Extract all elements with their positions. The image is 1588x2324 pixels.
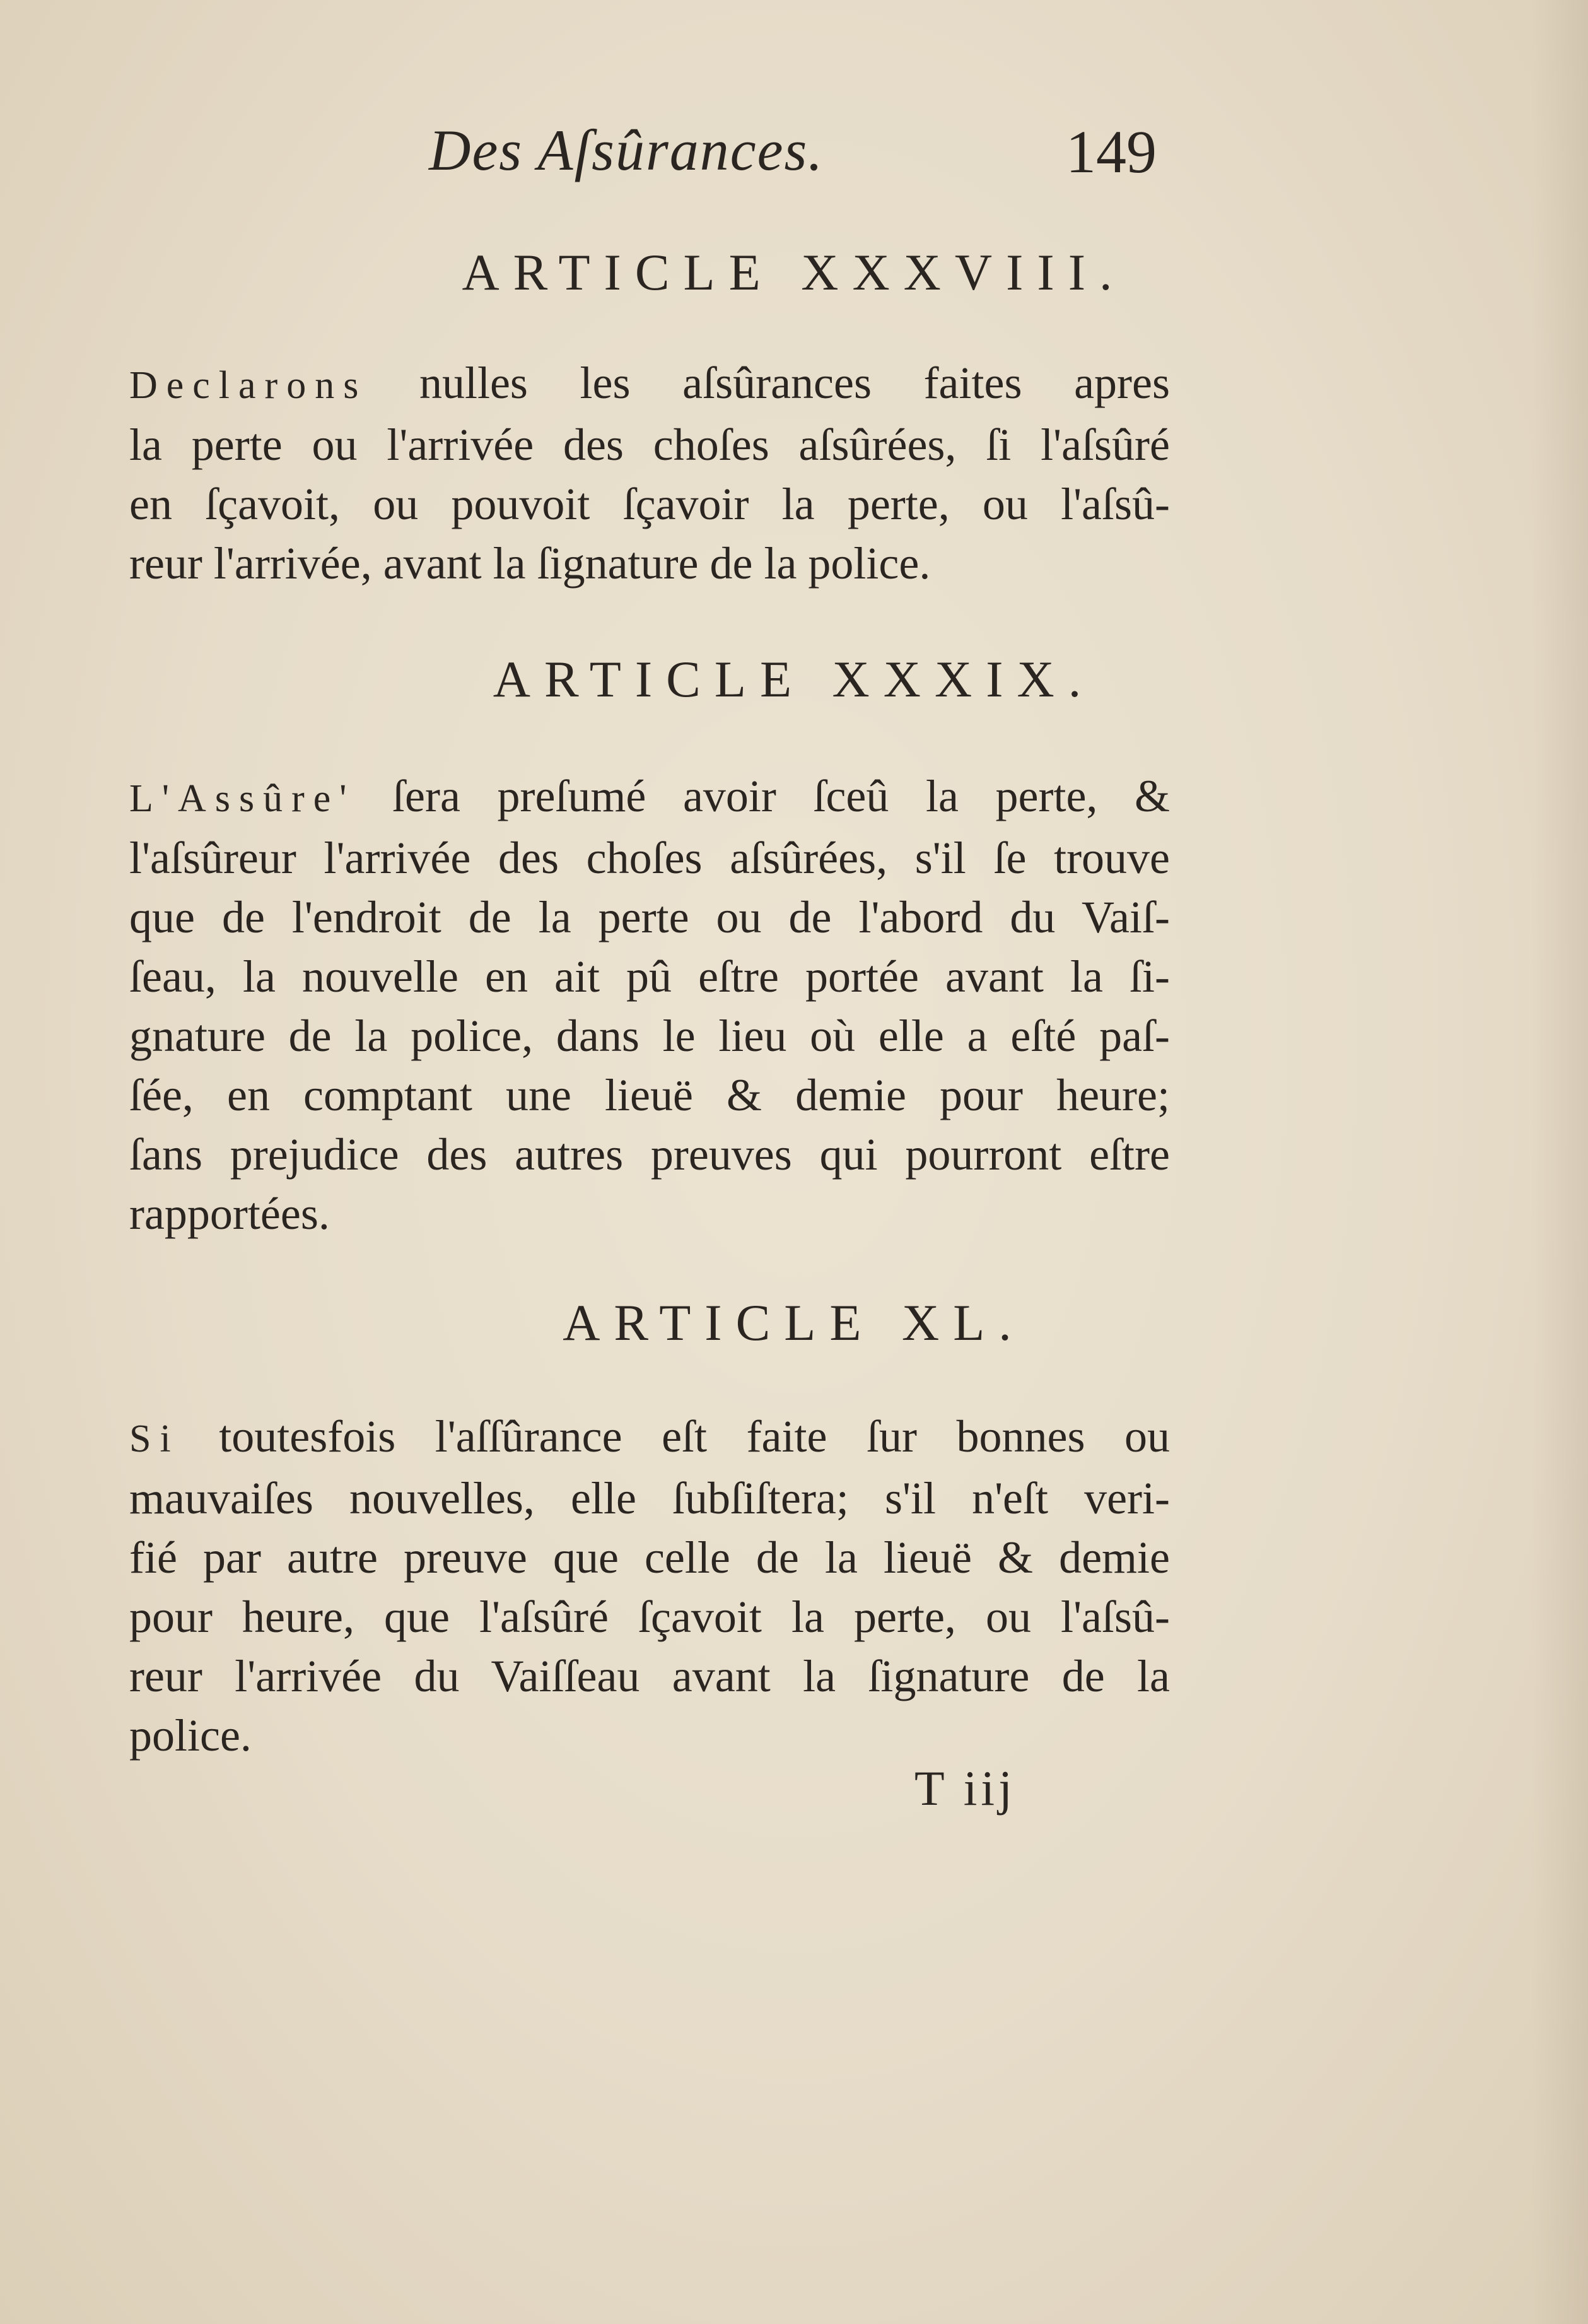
page-edge-shadow (1531, 0, 1588, 2324)
signature-mark: T iij (914, 1761, 1016, 1816)
text-line: reur l'arrivée du Vaiſſeau avant la ſignature de la (129, 1651, 1170, 1701)
text-line: en ſçavoit, ou pouvoit ſçavoir la perte, ou l'aſsû- (129, 479, 1170, 529)
initial-word: L'Assûre' (129, 777, 356, 820)
text-line: pour heure, que l'aſsûré ſçavoit la perte, ou l'aſsû- (129, 1592, 1170, 1642)
article-body-xxxix (129, 766, 1170, 1243)
text-line: police. (129, 1710, 252, 1761)
page-number: 149 (1066, 118, 1157, 185)
text-line: reur l'arrivée, avant la ſignature de la police. (129, 538, 931, 589)
text-line (129, 353, 1170, 415)
text-line: ſée, en comptant une lieuë & demie pour heure; (129, 1070, 1170, 1120)
text-line: rapportées. (129, 1188, 330, 1239)
article-body-xxxviii (129, 353, 1170, 593)
article-title-xxxviii: ARTICLE XXXVIII. (462, 244, 1126, 301)
text-line: que de l'endroit de la perte ou de l'abord du Vaiſ- (129, 892, 1170, 942)
text-line: l'aſsûreur l'arrivée des choſes aſsûrées, s'il ſe trouve (129, 833, 1170, 883)
page-header (0, 117, 1588, 205)
text-line: ſans prejudice des autres preuves qui pourront eſtre (129, 1129, 1170, 1180)
text-line: ſeau, la nouvelle en ait pû eſtre portée avant la ſi- (129, 951, 1170, 1002)
article-title-xxxix: ARTICLE XXXIX. (493, 650, 1095, 708)
article-body-xl (129, 1407, 1170, 1765)
initial-word: Si (129, 1417, 180, 1460)
line-text: nulles les aſsûrances faites apres (367, 358, 1170, 408)
text-line: fié par autre preuve que celle de la lieuë & demie (129, 1532, 1170, 1583)
line-text: toutesfois l'aſſûrance eſt faite ſur bonnes ou (179, 1411, 1170, 1462)
text-line: mauvaiſes nouvelles, elle ſubſiſtera; s'il n'eſt veri- (129, 1473, 1170, 1523)
running-head: Des Aſsûrances. (429, 118, 824, 182)
article-title-xl: ARTICLE XL. (563, 1294, 1025, 1351)
text-line: la perte ou l'arrivée des choſes aſsûrées, ſi l'aſsûré (129, 420, 1170, 470)
initial-word: Declarons (129, 364, 368, 407)
text-line (129, 766, 1170, 828)
text-line: gnature de la police, dans le lieu où elle a eſté paſ- (129, 1011, 1170, 1061)
text-line (129, 1407, 1170, 1469)
line-text: ſera preſumé avoir ſceû la perte, & (355, 771, 1170, 821)
